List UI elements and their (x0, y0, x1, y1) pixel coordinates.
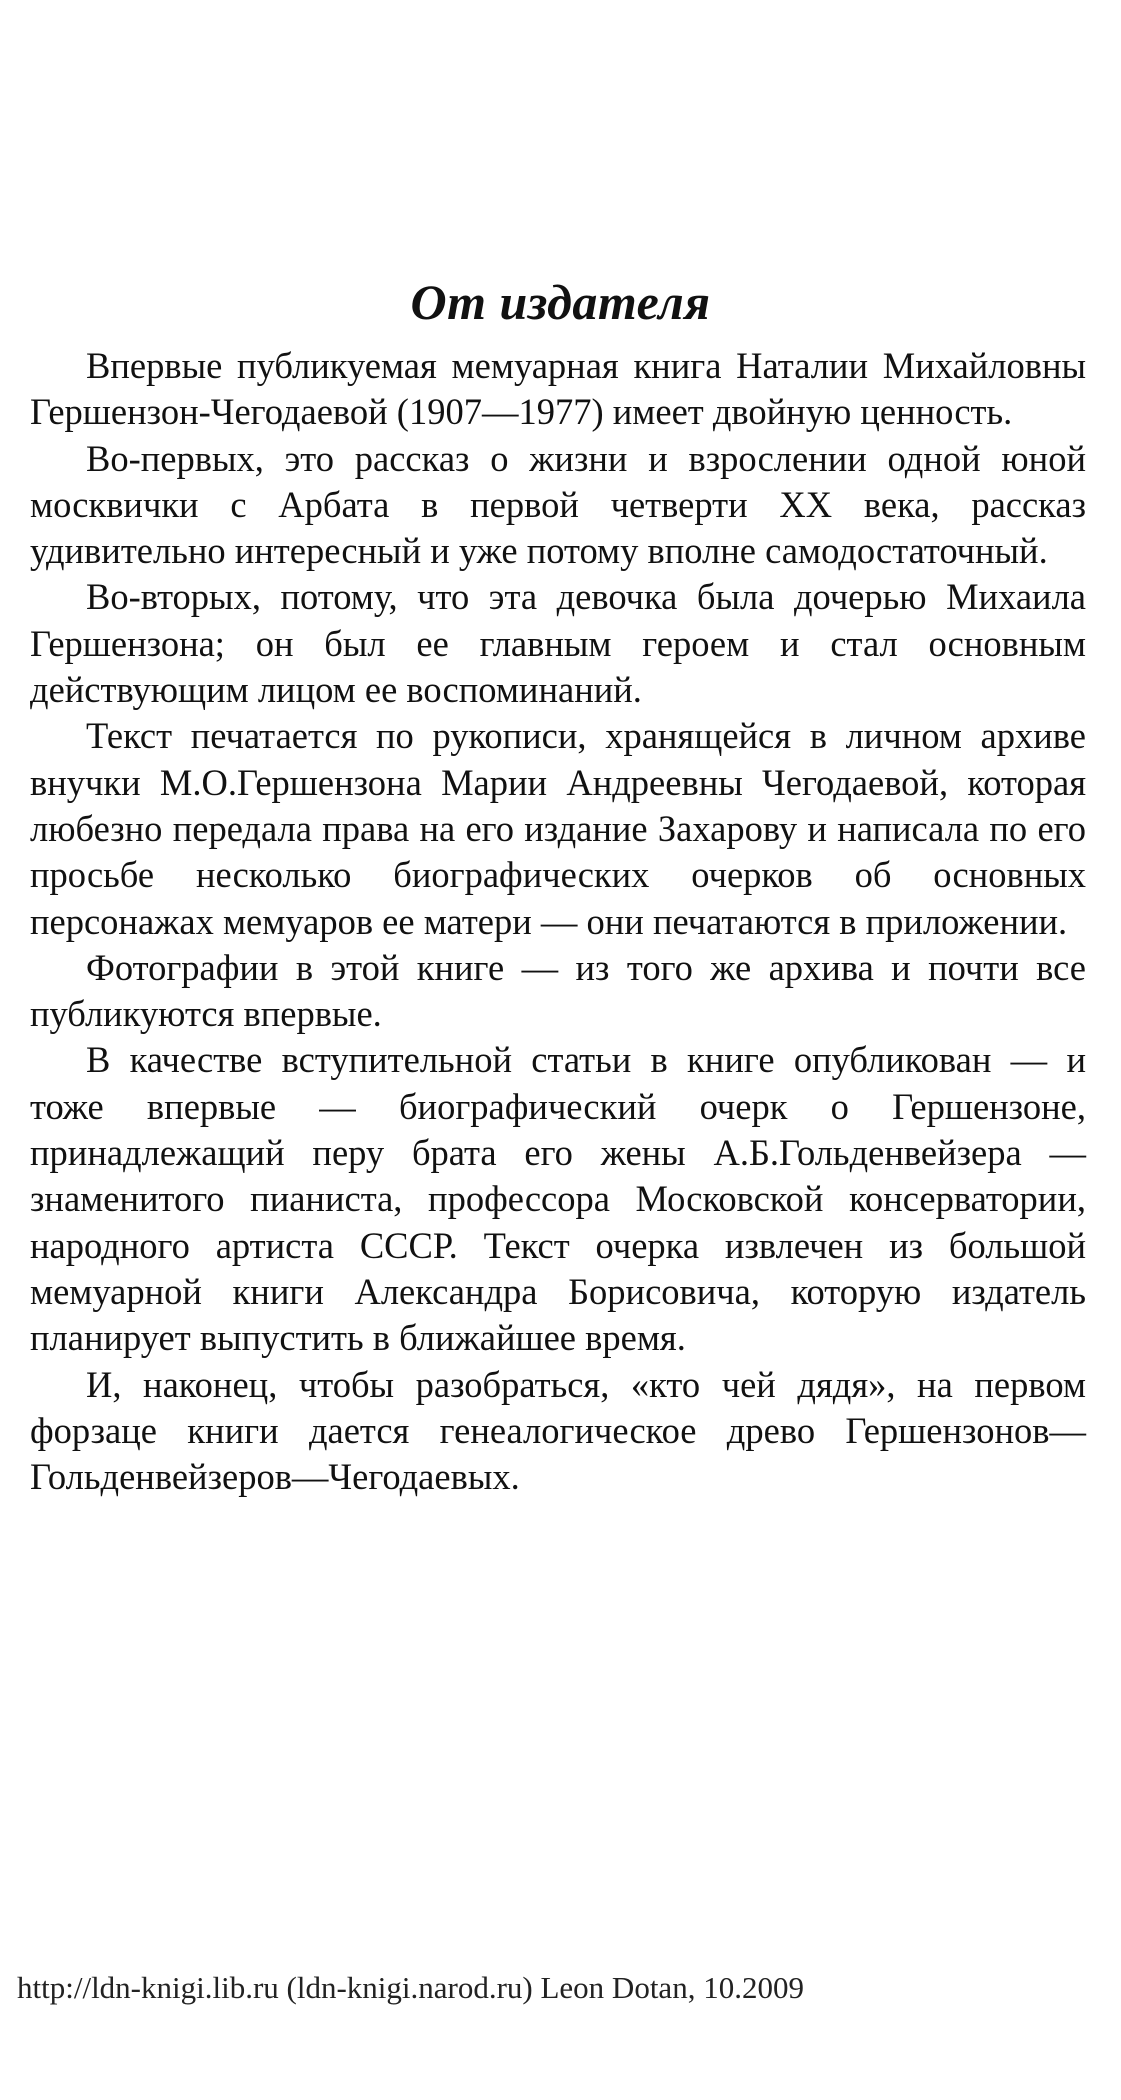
paragraph-1: Впервые публикуемая мемуарная книга Наталии Михайловны Гершензон-Чегодаевой (1907—1977) имеет двойную ценность. (30, 345, 1086, 433)
source-footer: http://ldn-knigi.lib.ru (ldn-knigi.narod.ru) Leon Dotan, 10.2009 (17, 1970, 804, 2005)
paragraph-6: В качестве вступительной статьи в книге опубликован — и тоже впервые — биографический очерк о Гершензоне, принадлежащий перу брата его жены А.Б.Гольденвейзера — знаменитого пианиста, профессора Московской консерватории, народного артиста СССР. Текст очерка извлечен из большой мемуарной книги Александра Борисовича, которую издатель планирует выпустить в ближайшее время. (30, 1039, 1086, 1359)
paragraph-7: И, наконец, чтобы разобраться, «кто чей дядя», на первом форзаце книги дается генеалогическое древо Гершензонов—Гольденвейзеров—Чегодаевых. (30, 1363, 1086, 1498)
paragraph-5: Фотографии в этой книге — из того же архива и почти все публикуются впервые. (30, 946, 1086, 1035)
paragraph-3: Во-вторых, потому, что эта девочка была дочерью Михаила Гершензона; он был ее главным героем и стал основным действующим лицом ее воспоминаний. (30, 576, 1086, 711)
paragraph-2: Во-первых, это рассказ о жизни и взрослении одной юной москвички с Арбата в первой четверти XX века, рассказ удивительно интересный и уже потому вполне самодостаточный. (30, 437, 1086, 572)
paragraph-4: Текст печатается по рукописи, хранящейся в личном архиве внучки М.О.Гершензона Марии Андреевны Чегодаевой, которая любезно передала права на его издание Захарову и написала по его просьбе несколько биографических очерков об основных персонажах мемуаров ее матери — они печатаются в приложении. (30, 715, 1086, 942)
page-title: От издателя (410, 273, 711, 330)
body-text (30, 343, 1086, 1500)
